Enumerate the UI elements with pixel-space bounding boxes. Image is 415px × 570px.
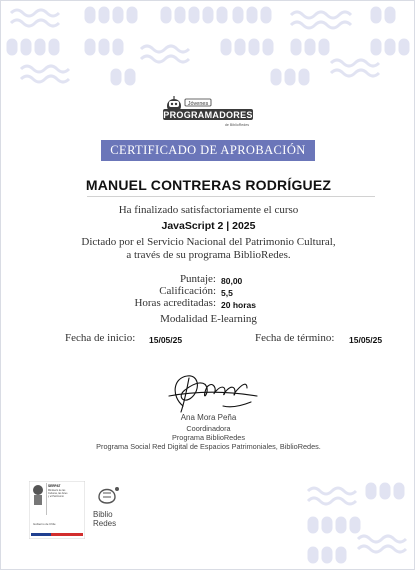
divider bbox=[87, 196, 375, 197]
svg-text:Culturas, las Artes: Culturas, las Artes bbox=[48, 492, 68, 495]
svg-text:SERPAT: SERPAT bbox=[48, 484, 61, 488]
start-date-value: 15/05/25 bbox=[149, 335, 183, 345]
svg-text:de BiblioRedes: de BiblioRedes bbox=[224, 123, 250, 127]
end-date-value: 15/05/25 bbox=[349, 335, 383, 345]
decorative-pattern bbox=[1, 1, 415, 93]
dictated-by-line1: Dictado por el Servicio Nacional del Patrimonio Cultural, bbox=[81, 236, 336, 248]
signature-image bbox=[161, 366, 261, 414]
course-name: JavaScript 2 | 2025 bbox=[161, 220, 256, 232]
dictated-by-line2: a través de su programa BiblioRedes. bbox=[126, 249, 291, 261]
signatory-program-full: Programa Social Red Digital de Espacios Patrimoniales, BiblioRedes. bbox=[96, 442, 321, 451]
hours-label: Horas acreditadas: bbox=[134, 297, 216, 309]
svg-text:y el Patrimonio: y el Patrimonio bbox=[48, 495, 64, 498]
biblio-line1: Biblio bbox=[93, 510, 113, 519]
biblioredes-text bbox=[93, 510, 116, 528]
svg-text:PROGRAMADORES: PROGRAMADORES bbox=[163, 109, 253, 120]
decorative-pattern-bottom bbox=[304, 477, 414, 569]
score-value: 80,00 bbox=[221, 276, 243, 286]
biblio-line2: Redes bbox=[93, 519, 117, 528]
grade-value: 5,5 bbox=[221, 288, 233, 298]
recipient-name: MANUEL CONTRERAS RODRÍGUEZ bbox=[85, 177, 332, 193]
hours-value: 20 horas bbox=[221, 300, 256, 310]
svg-text:Gobierno de Chile: Gobierno de Chile bbox=[33, 522, 56, 526]
grade-label: Calificación: bbox=[159, 285, 216, 297]
end-date-label: Fecha de término: bbox=[255, 332, 335, 344]
jovenes-programadores-logo bbox=[161, 95, 255, 131]
certificate-title: CERTIFICADO DE APROBACIÓN bbox=[110, 143, 306, 157]
score-label: Puntaje: bbox=[179, 273, 216, 285]
completion-text: Ha finalizado satisfactoriamente el curso bbox=[118, 204, 299, 216]
signatory-name: Ana Mora Peña bbox=[180, 413, 237, 422]
gobierno-de-chile-logo bbox=[29, 481, 85, 539]
svg-text:Jóvenes: Jóvenes bbox=[187, 100, 209, 107]
signatory-program: Programa BiblioRedes bbox=[171, 433, 245, 442]
modality: Modalidad E-learning bbox=[160, 313, 257, 325]
start-date-label: Fecha de inicio: bbox=[65, 332, 136, 344]
signatory-role: Coordinadora bbox=[186, 424, 231, 433]
svg-text:Ministerio de las: Ministerio de las bbox=[48, 489, 66, 492]
certificate-title-banner bbox=[101, 140, 315, 161]
